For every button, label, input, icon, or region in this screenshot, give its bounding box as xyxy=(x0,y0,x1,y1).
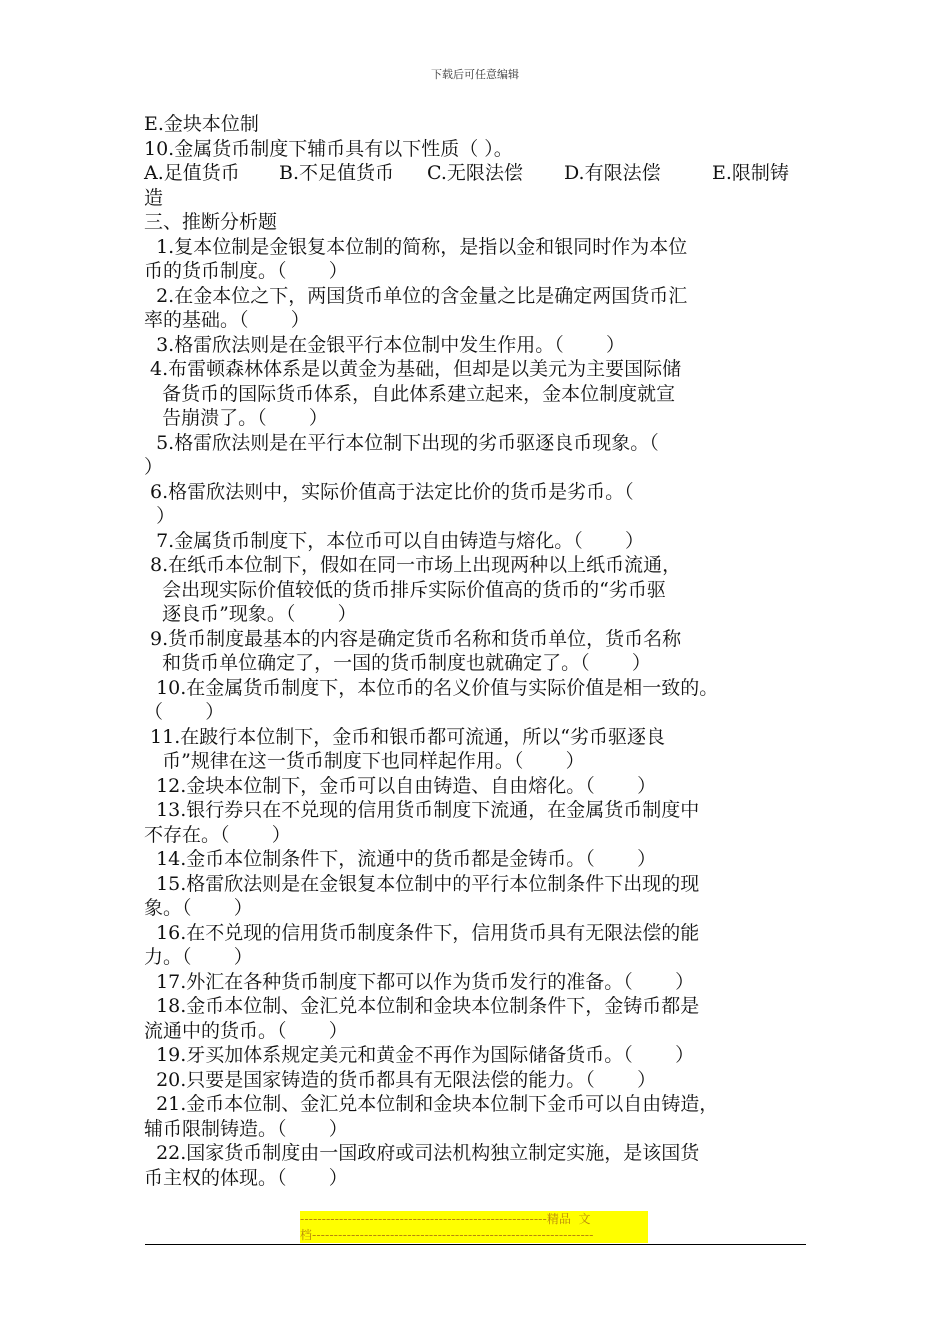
option-a: A.足值货币 xyxy=(144,162,240,184)
footer-banner xyxy=(300,1211,648,1243)
text-line: 12.金块本位制下，金币可以自由铸造、自由熔化。（ ） xyxy=(144,774,657,797)
question-list xyxy=(144,186,824,1191)
text-line: ） xyxy=(144,456,164,478)
text-line: 告崩溃了。（ ） xyxy=(144,407,328,429)
text-line: 率的基础。（ ） xyxy=(144,309,310,331)
text-line: 17.外汇在各种货币制度下都可以作为货币发行的准备。（ ） xyxy=(144,970,695,993)
text-line: 13.银行券只在不兑现的信用货币制度下流通，在金属货币制度中 xyxy=(144,799,700,821)
text-line: 造 xyxy=(144,186,164,209)
option-d: D.有限法偿 xyxy=(564,162,661,184)
text-line: 会出现实际价值较低的货币排斥实际价值高的货币的“劣币驱 xyxy=(144,578,666,601)
text-line: 币的货币制度。（ ） xyxy=(144,260,348,282)
text-line: 7.金属货币制度下，本位币可以自由铸造与熔化。（ ） xyxy=(144,529,644,552)
text-line: 19.牙买加体系规定美元和黄金不再作为国际储备货币。（ ） xyxy=(144,1044,695,1066)
text-line: 14.金币本位制条件下，流通中的货币都是金铸币。（ ） xyxy=(144,848,657,870)
text-line: 10.在金属货币制度下，本位币的名义价值与实际价值是相一致的。 xyxy=(144,676,719,699)
option-e: E.限制铸 xyxy=(712,162,789,184)
text-line: ） xyxy=(144,505,176,527)
text-line: 流通中的货币。（ ） xyxy=(144,1019,348,1042)
text-line: 不存在。（ ） xyxy=(144,823,291,846)
text-line: 22.国家货币制度由一国政府或司法机构独立制定实施，是该国货 xyxy=(144,1142,700,1164)
option-b: B.不足值货币 xyxy=(279,162,395,184)
text-line: 币主权的体现。（ ） xyxy=(144,1166,348,1189)
text-line: E.金块本位制 xyxy=(144,113,259,135)
text-line: 和货币单位确定了，一国的货币制度也就确定了。（ ） xyxy=(144,652,651,674)
footer-line-2: 档----------------------------------------------------------------- xyxy=(300,1227,648,1243)
text-line: 逐良币”现象。（ ） xyxy=(144,603,357,625)
text-line: 8.在纸币本位制下，假如在同一市场上出现两种以上纸币流通， xyxy=(144,554,682,576)
text-line: 3.格雷欣法则是在金银平行本位制中发生作用。（ ） xyxy=(144,333,625,356)
document-body xyxy=(144,112,824,1190)
text-line: （ ） xyxy=(144,701,225,723)
text-line: 2.在金本位之下，两国货币单位的含金量之比是确定两国货币汇 xyxy=(144,284,688,307)
footer-line-1: ---------------------------------------------------------精品 文 xyxy=(300,1211,648,1227)
text-line: 18.金币本位制、金汇兑本位制和金块本位制条件下，金铸币都是 xyxy=(144,995,700,1017)
text-line: 16.在不兑现的信用货币制度条件下，信用货币具有无限法偿的能 xyxy=(144,921,700,944)
page-header: 下载后可任意编辑 xyxy=(431,68,519,81)
text-line: 20.只要是国家铸造的货币都具有无限法偿的能力。（ ） xyxy=(144,1068,657,1091)
text-line: 1.复本位制是金银复本位制的简称，是指以金和银同时作为本位 xyxy=(144,235,688,258)
text-line: 辅币限制铸造。（ ） xyxy=(144,1117,348,1140)
footer-rule xyxy=(145,1244,806,1245)
option-c: C.无限法偿 xyxy=(427,162,523,184)
text-line: 备货币的国际货币体系，自此体系建立起来，金本位制度就宣 xyxy=(144,382,676,405)
text-line: 21.金币本位制、金汇兑本位制和金块本位制下金币可以自由铸造， xyxy=(144,1093,719,1115)
text-line: 15.格雷欣法则是在金银复本位制中的平行本位制条件下出现的现 xyxy=(144,872,700,895)
text-line: 象。（ ） xyxy=(144,897,253,919)
text-line: 11.在跛行本位制下，金币和银币都可流通，所以“劣币驱逐良 xyxy=(144,725,665,748)
text-line: 5.格雷欣法则是在平行本位制下出现的劣币驱逐良币现象。（ xyxy=(144,431,659,454)
text-line: 4.布雷顿森林体系是以黄金为基础，但却是以美元为主要国际储 xyxy=(144,358,682,380)
question-10: 10.金属货币制度下辅币具有以下性质（ ）。 xyxy=(144,137,513,160)
text-line: 三、推断分析题 xyxy=(144,211,278,233)
text-line: 币”规律在这一货币制度下也同样起作用。（ ） xyxy=(144,750,585,772)
text-line: 9.货币制度最基本的内容是确定货币名称和货币单位，货币名称 xyxy=(144,627,682,650)
text-line: 力。（ ） xyxy=(144,946,253,968)
text-line: 6.格雷欣法则中，实际价值高于法定比价的货币是劣币。（ xyxy=(144,480,634,503)
options-line xyxy=(144,161,824,186)
